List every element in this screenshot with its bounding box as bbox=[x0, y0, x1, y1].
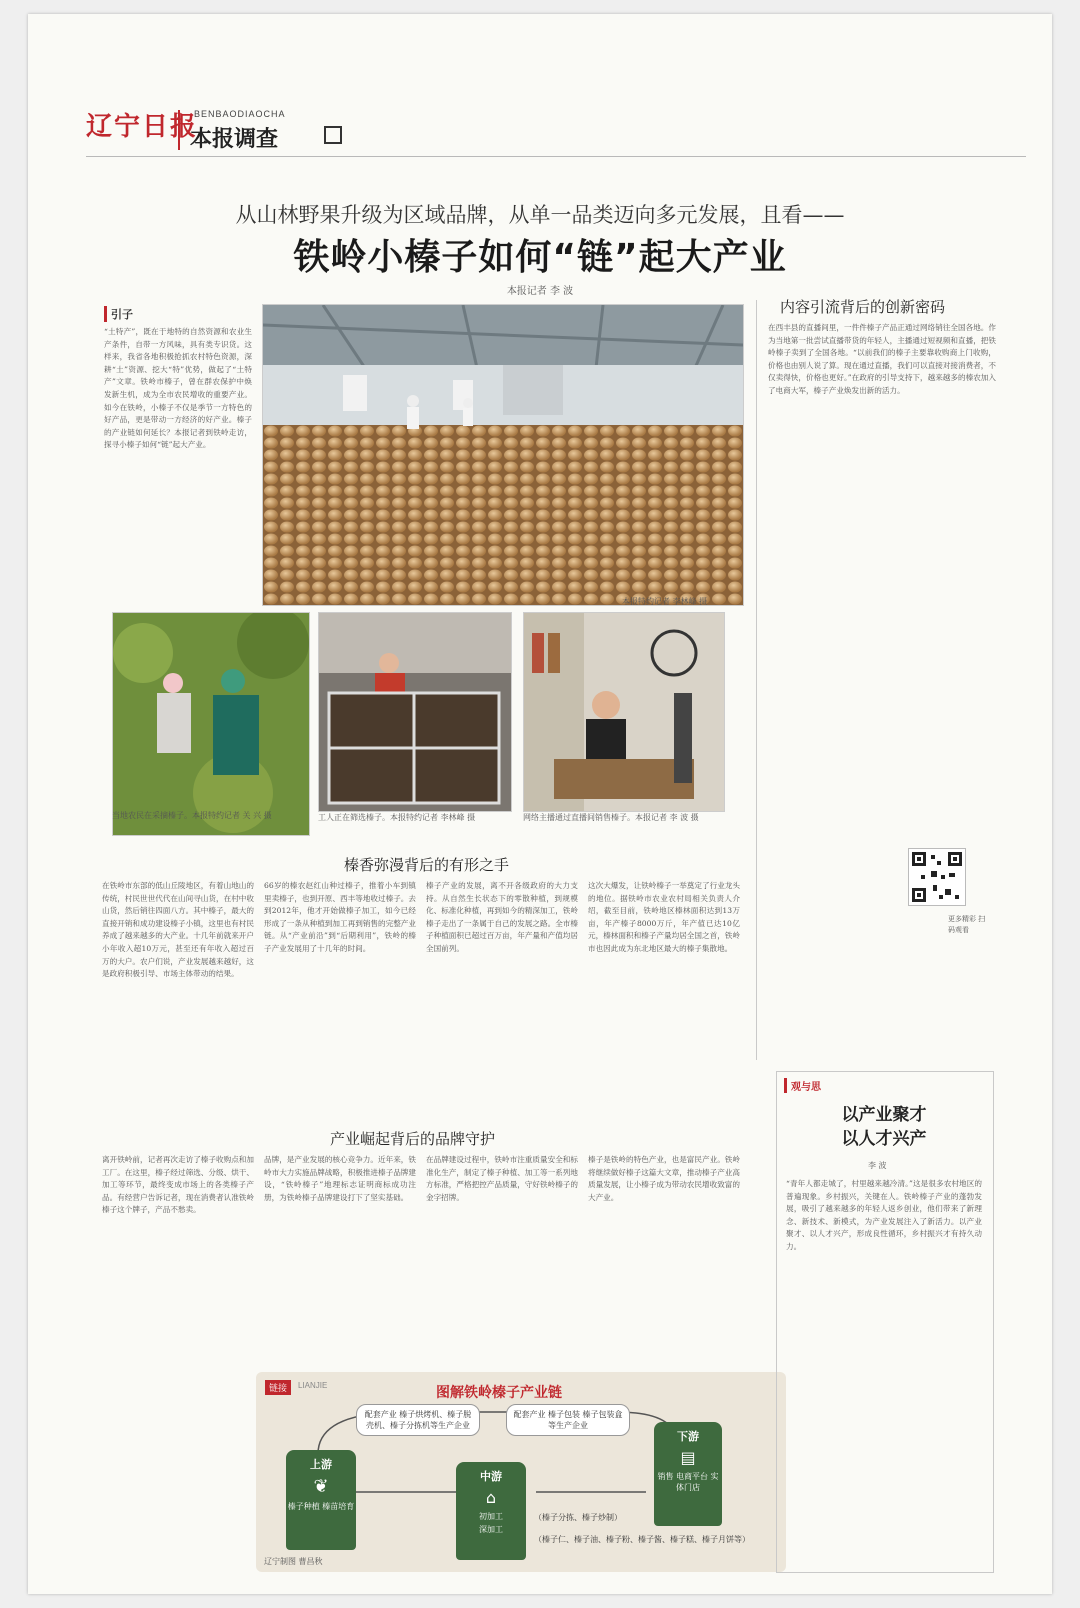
section-name: 本报调查 bbox=[190, 127, 279, 152]
right-column-text: 在西丰县的直播间里，一件件榛子产品正通过网络销往全国各地。作为当地第一批尝试直播带货的年轻人，主播通过短视频和直播，把铁岭榛子卖到了全国各地。“以前我们的榛子主要靠收购商上门收购，价格也由别人说了算。现在通过直播，我们可以直接对接消费者，不仅卖得快，价格也更好。”在政府的引导支持下，越来越多的榛农加入了电商大军，榛子产业焕发出新的活力。 bbox=[768, 323, 996, 395]
section2-column-2: 品牌，是产业发展的核心竞争力。近年来，铁岭市大力实施品牌战略，积极推进榛子品牌建设，“铁岭榛子”地理标志证明商标成功注册，为铁岭榛子品牌建设打下了坚实基础。 bbox=[264, 1155, 416, 1202]
chain-node-upstream bbox=[286, 1450, 356, 1550]
chain-tag-english: LIANJIE bbox=[298, 1381, 328, 1390]
article-headline: 铁岭小榛子如何“链”起大产业 bbox=[293, 237, 787, 278]
factory-icon: ⌂ bbox=[485, 1488, 497, 1507]
downstream-sub: 销售 电商平台 实体门店 bbox=[657, 1472, 719, 1492]
photo-harvest bbox=[112, 612, 310, 836]
chain-title: 图解铁岭榛子产业链 bbox=[436, 1385, 562, 1401]
photo3-caption: 工人正在筛选榛子。本报特约记者 李林峰 摄 bbox=[318, 813, 476, 822]
opinion-text: “青年人都走城了，村里越来越冷清。”这是很多农村地区的普遍现象。乡村振兴，关键在人。铁岭榛子产业的蓬勃发展，吸引了越来越多的年轻人返乡创业，他们带来了新理念、新技术、新模式，为产业发展注入了新活力。以产业聚才、以人才兴产，形成良性循环，乡村振兴才有持久动力。 bbox=[786, 1179, 982, 1251]
section2-title: 产业崛起背后的品牌守护 bbox=[330, 1130, 496, 1148]
chain-item-deep: （榛子仁、榛子油、榛子粉、榛子酱、榛子糕、榛子月饼等） bbox=[534, 1535, 750, 1544]
masthead-rule bbox=[86, 156, 1026, 157]
shop-icon: ▤ bbox=[680, 1448, 696, 1467]
support-industry-2: 配套产业 榛子包装 榛子包装盒等生产企业 bbox=[506, 1404, 630, 1436]
section2-column-3: 在品牌建设过程中，铁岭市注重质量安全和标准化生产，制定了榛子种植、加工等一系列地方标准，严格把控产品质量，守好铁岭榛子的金字招牌。 bbox=[426, 1155, 578, 1202]
article-byline: 本报记者 李 波 bbox=[506, 286, 574, 297]
section-mark-icon bbox=[324, 126, 342, 144]
photo-harvest-image bbox=[113, 613, 309, 835]
upstream-sub: 榛子种植 榛苗培育 bbox=[287, 1502, 355, 1511]
photo-sorting bbox=[318, 612, 512, 812]
main-photo bbox=[262, 304, 744, 606]
upstream-title: 上游 bbox=[310, 1458, 332, 1471]
main-photo-image bbox=[263, 305, 743, 605]
chain-node-midstream bbox=[456, 1462, 526, 1560]
intro-text: “土特产”，既在于地特的自然资源和农业生产条件，自带一方风味，具有类专识货。这样来，我省各地积极抢抓农村特色资源，深耕“土”资源、挖大“特”优势，做起了“土特产”文章。铁岭市榛子，曾在群农保护中焕发新生机，成为全市农民增收的重要产业。如今在铁岭，小榛子不仅是季节一方特色的好产品，更是带动一方经济的好产业。榛子的产业链如何延长？本报记者到铁岭走访，探寻小榛子如何“链”起大产业。 bbox=[104, 327, 252, 450]
newspaper-logo: 辽宁日报 bbox=[86, 112, 199, 142]
opinion-title-line2: 以人才兴产 bbox=[841, 1129, 927, 1149]
section2-column-1: 离开铁岭前，记者再次走访了榛子收购点和加工厂。在这里，榛子经过筛选、分级、烘干、加工等环节，最终变成市场上的各类榛子产品。有经营户告诉记者，现在消费者认准铁岭榛子这个牌子，产品不愁卖。 bbox=[102, 1155, 254, 1215]
section-name-english: BENBAODIAOCHA bbox=[194, 109, 286, 119]
section1-column-3: 榛子产业的发展，离不开各级政府的大力支持。从自然生长状态下的零散种植，到规模化、标准化种植，再到如今的精深加工，铁岭榛子走出了一条属于自己的发展之路。全市榛子种植面积已超过百万亩，年产量和产值均居全国前列。 bbox=[426, 881, 578, 953]
qr-code bbox=[908, 848, 966, 906]
photo-livestream-image bbox=[524, 613, 724, 811]
section1-column-1: 在铁岭市东部的低山丘陵地区，有着山地山的传统，村民世世代代在山间寻山货，在村中收山货，然后销往四面八方。其中榛子，最大的直接开销和成功建设榛子小镇，这里也有村民养成了越来越多的大产业。十几年前就来开户小年收入超10万元，甚至还有年收入超过百万的大户。农户们说，产业发展越来越好，这是政府积极引导、市场主体带动的结果。 bbox=[102, 881, 254, 979]
article-subhead: 从山林野果升级为区域品牌，从单一品类迈向多元发展，且看—— bbox=[235, 203, 845, 227]
chain-credit: 辽宁制图 曹昌秋 bbox=[264, 1557, 323, 1566]
chain-item-primary: （榛子分拣、榛子炒制） bbox=[534, 1513, 622, 1522]
intro-label: 引子 bbox=[104, 306, 133, 322]
chain-node-downstream bbox=[654, 1422, 722, 1526]
newspaper-page bbox=[28, 14, 1052, 1594]
midstream-sub2: 深加工 bbox=[479, 1525, 503, 1534]
opinion-title-line1: 以产业聚才 bbox=[841, 1105, 927, 1125]
support-industry-1: 配套产业 榛子烘烤机、榛子脱壳机、榛子分拣机等生产企业 bbox=[356, 1404, 480, 1436]
qr-caption: 更多精彩 扫码观看 bbox=[948, 915, 986, 934]
sprout-icon: ❦ bbox=[313, 1476, 329, 1497]
main-photo-caption: 本报特约记者 李林峰 摄 bbox=[622, 597, 708, 606]
photo-livestream bbox=[523, 612, 725, 812]
opinion-tag: 观与思 bbox=[784, 1078, 821, 1093]
section1-column-2: 66岁的榛农赵红山种过榛子，推着小车到镇里卖榛子，也到开原、西丰等地收过榛子。去到2012年，他才开始做榛子加工，如今已经形成了一条从种植到加工再到销售的完整产业链。从“产业前沿”到“后期利用”，铁岭的榛子产业发展用了十几年的时间。 bbox=[264, 881, 416, 953]
photo-sorting-image bbox=[319, 613, 511, 811]
section2-column-4: 榛子是铁岭的特色产业，也是富民产业。铁岭将继续做好榛子这篇大文章，推动榛子产业高质量发展，让小榛子成为带动农民增收致富的大产业。 bbox=[588, 1155, 740, 1202]
photo4-caption: 网络主播通过直播间销售榛子。本报记者 李 波 摄 bbox=[523, 813, 699, 822]
downstream-title: 下游 bbox=[677, 1430, 699, 1443]
midstream-title: 中游 bbox=[480, 1470, 502, 1483]
right-column-divider bbox=[756, 300, 757, 1060]
section1-column-4: 这次大爆发，让铁岭榛子一举奠定了行业龙头的地位。据铁岭市农业农村局相关负责人介绍，截至目前，铁岭地区榛林面积达到13万亩，年产榛子8000万斤，年产值已达10亿元，榛林面积和榛子产量均居全国之首，铁岭市也因此成为东北地区最大的榛子集散地。 bbox=[588, 881, 740, 953]
section1-title: 榛香弥漫背后的有形之手 bbox=[344, 856, 510, 874]
right-section-title: 内容引流背后的创新密码 bbox=[780, 298, 946, 316]
photo2-caption: 当地农民在采摘榛子。本报特约记者 关 兴 摄 bbox=[112, 811, 272, 820]
chain-tag: 链接 bbox=[265, 1380, 291, 1395]
midstream-sub1: 初加工 bbox=[479, 1512, 503, 1521]
opinion-author: 李 波 bbox=[868, 1161, 887, 1170]
qr-code-image bbox=[909, 849, 965, 905]
